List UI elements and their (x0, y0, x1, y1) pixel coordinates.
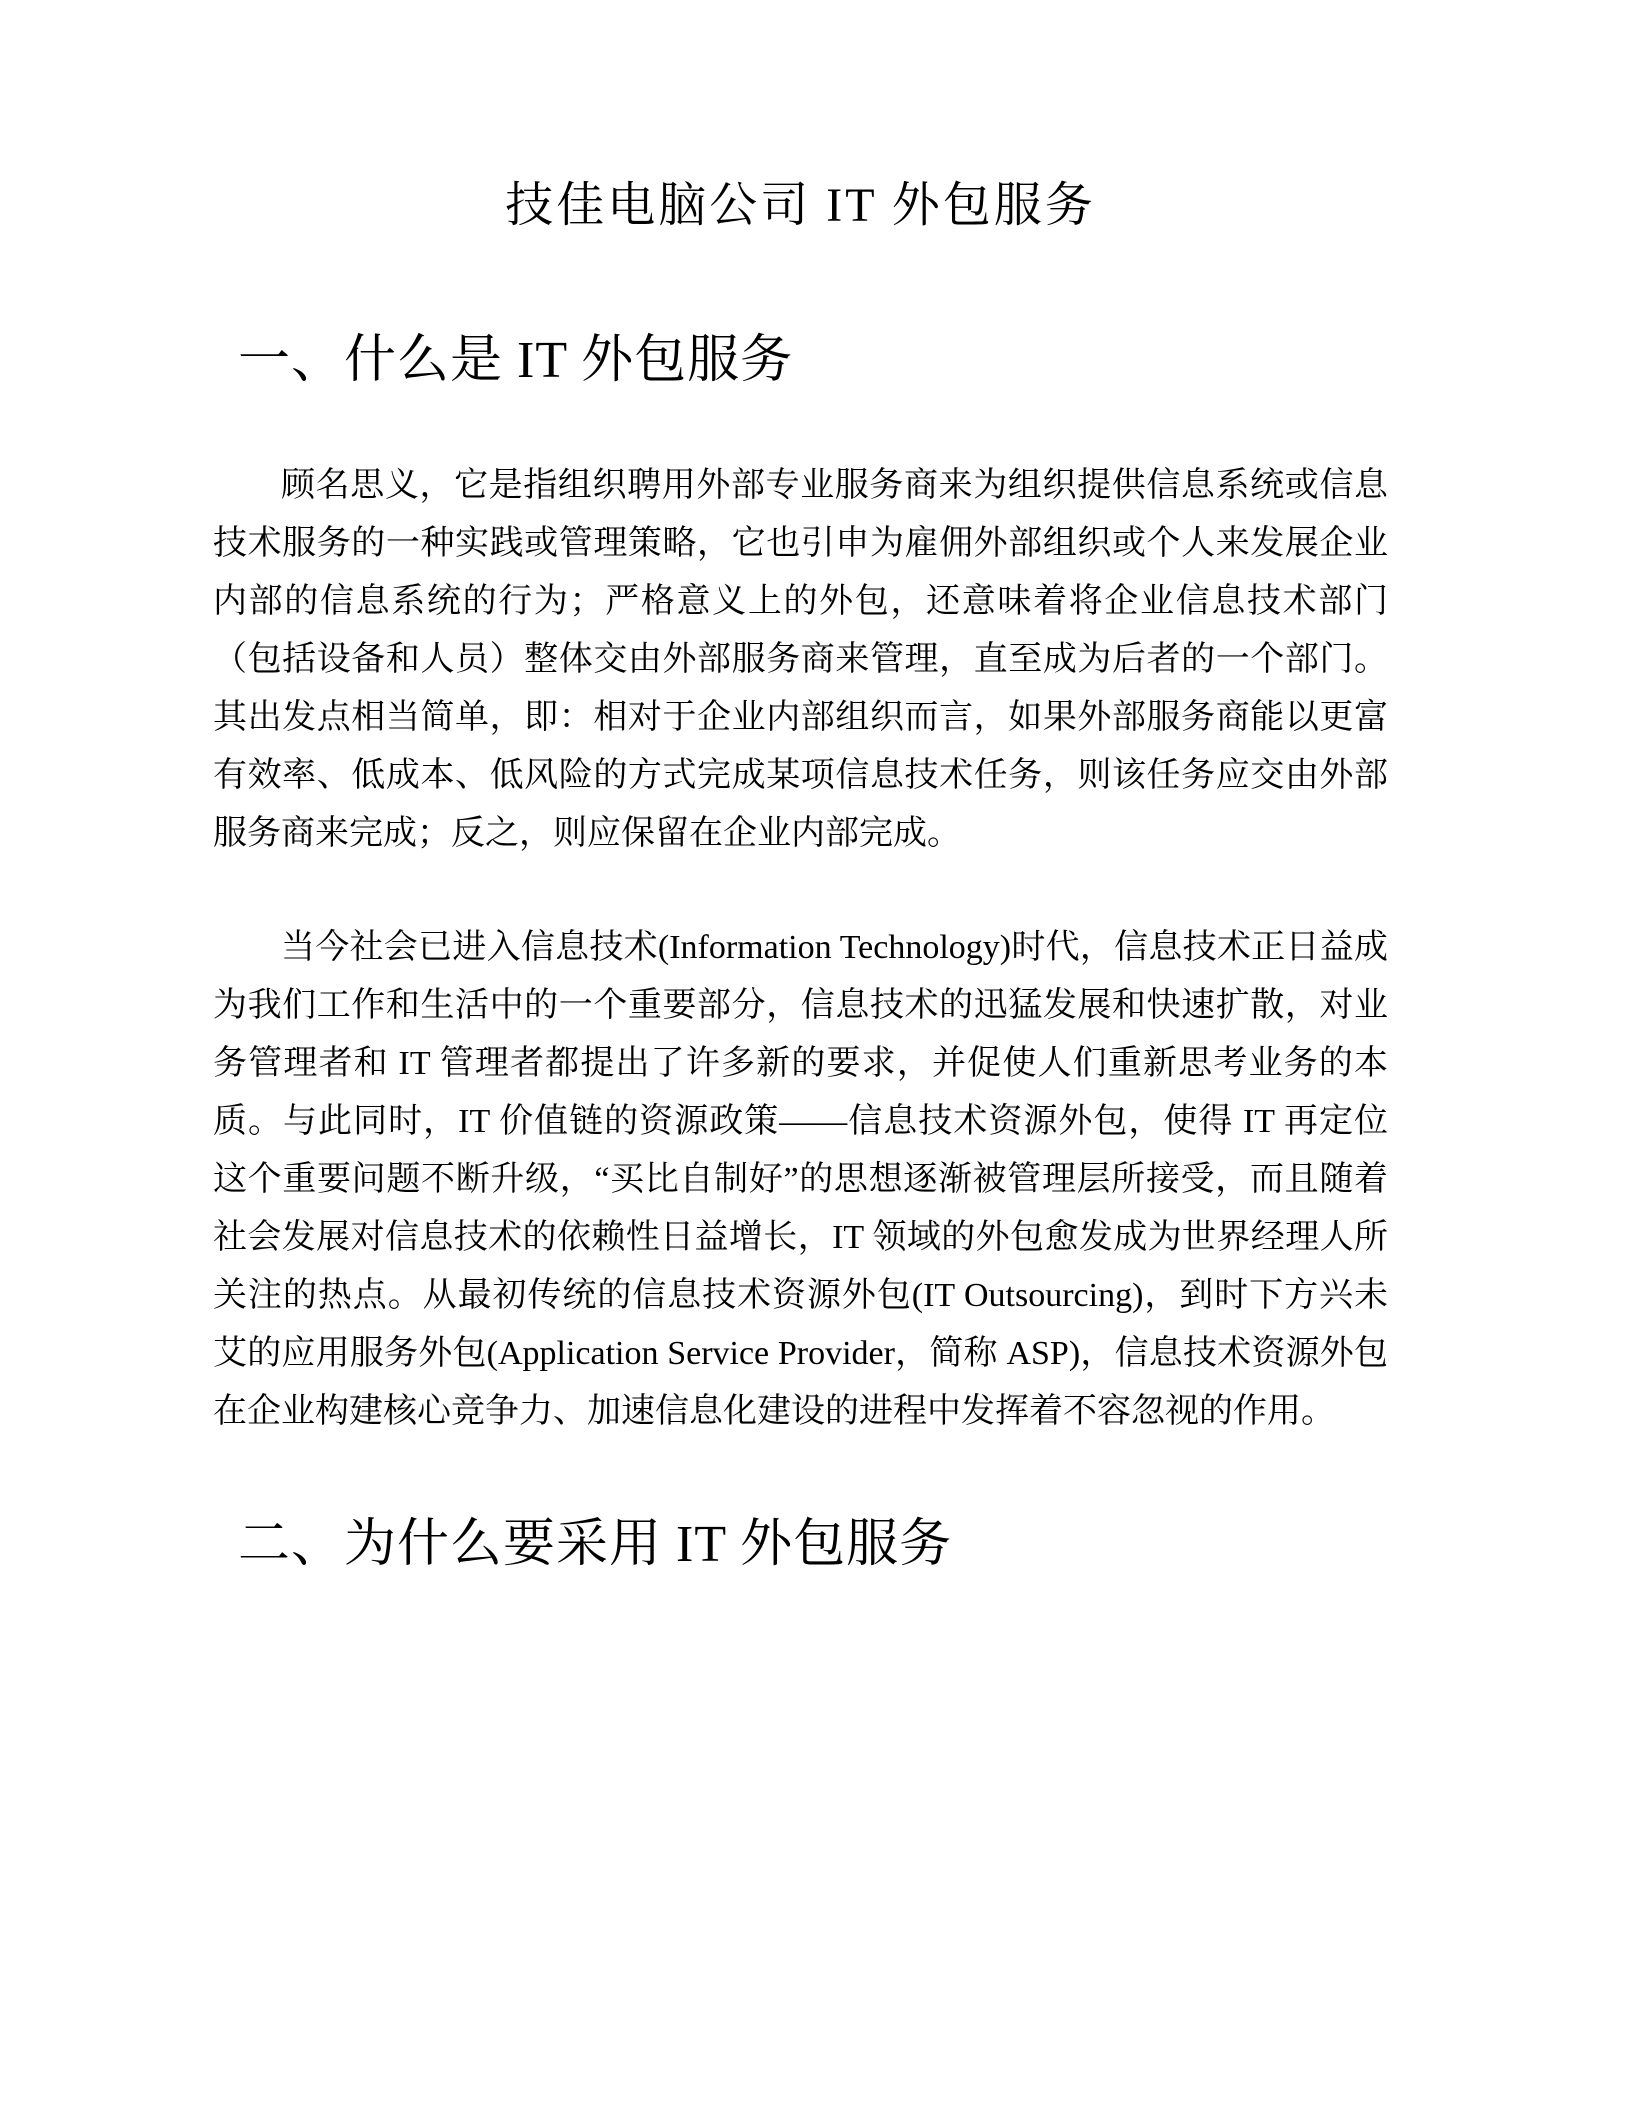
section-2-heading: 二、为什么要采用 IT 外包服务 (238, 1515, 953, 1573)
section-1-paragraph-1: 顾名思义，它是指组织聘用外部专业服务商来为组织提供信息系统或信息技术服务的一种实践或管理策略，它也引申为雇佣外部组织或个人来发展企业内部的信息系统的行为；严格意义上的外包，还意味着将企业信息技术部门（包括设备和人员）整体交由外部服务商来管理，直至成为后者的一个部门。其出发点相当简单，即：相对于企业内部组织而言，如果外部服务商能以更富有效率、低成本、低风险的方式完成某项信息技术任务，则该任务应交由外部服务商来完成；反之，则应保留在企业内部完成。 (213, 466, 1388, 852)
section-1-paragraph-2: 当今社会已进入信息技术(Information Technology)时代，信息技术正日益成为我们工作和生活中的一个重要部分，信息技术的迅猛发展和快速扩散，对业务管理者和 IT 管理者都提出了许多新的要求，并促使人们重新思考业务的本质。与此同时，IT 价值链的资源政策——信息技术资源外包，使得 IT 再定位这个重要问题不断升级，“买比自制好”的思想逐渐被管理层所接受，而且随着社会发展对信息技术的依赖性日益增长，IT 领域的外包愈发成为世界经理人所关注的热点。从最初传统的信息技术资源外包(IT Outsourcing)，到时下方兴未艾的应用服务外包(Application Service Provider，简称 ASP)，信息技术资源外包在企业构建核心竞争力、加速信息化建设的进程中发挥着不容忽视的作用。 (213, 928, 1388, 1430)
document-title: 技佳电脑公司 IT 外包服务 (505, 179, 1096, 232)
section-1-heading: 一、什么是 IT 外包服务 (238, 331, 794, 389)
